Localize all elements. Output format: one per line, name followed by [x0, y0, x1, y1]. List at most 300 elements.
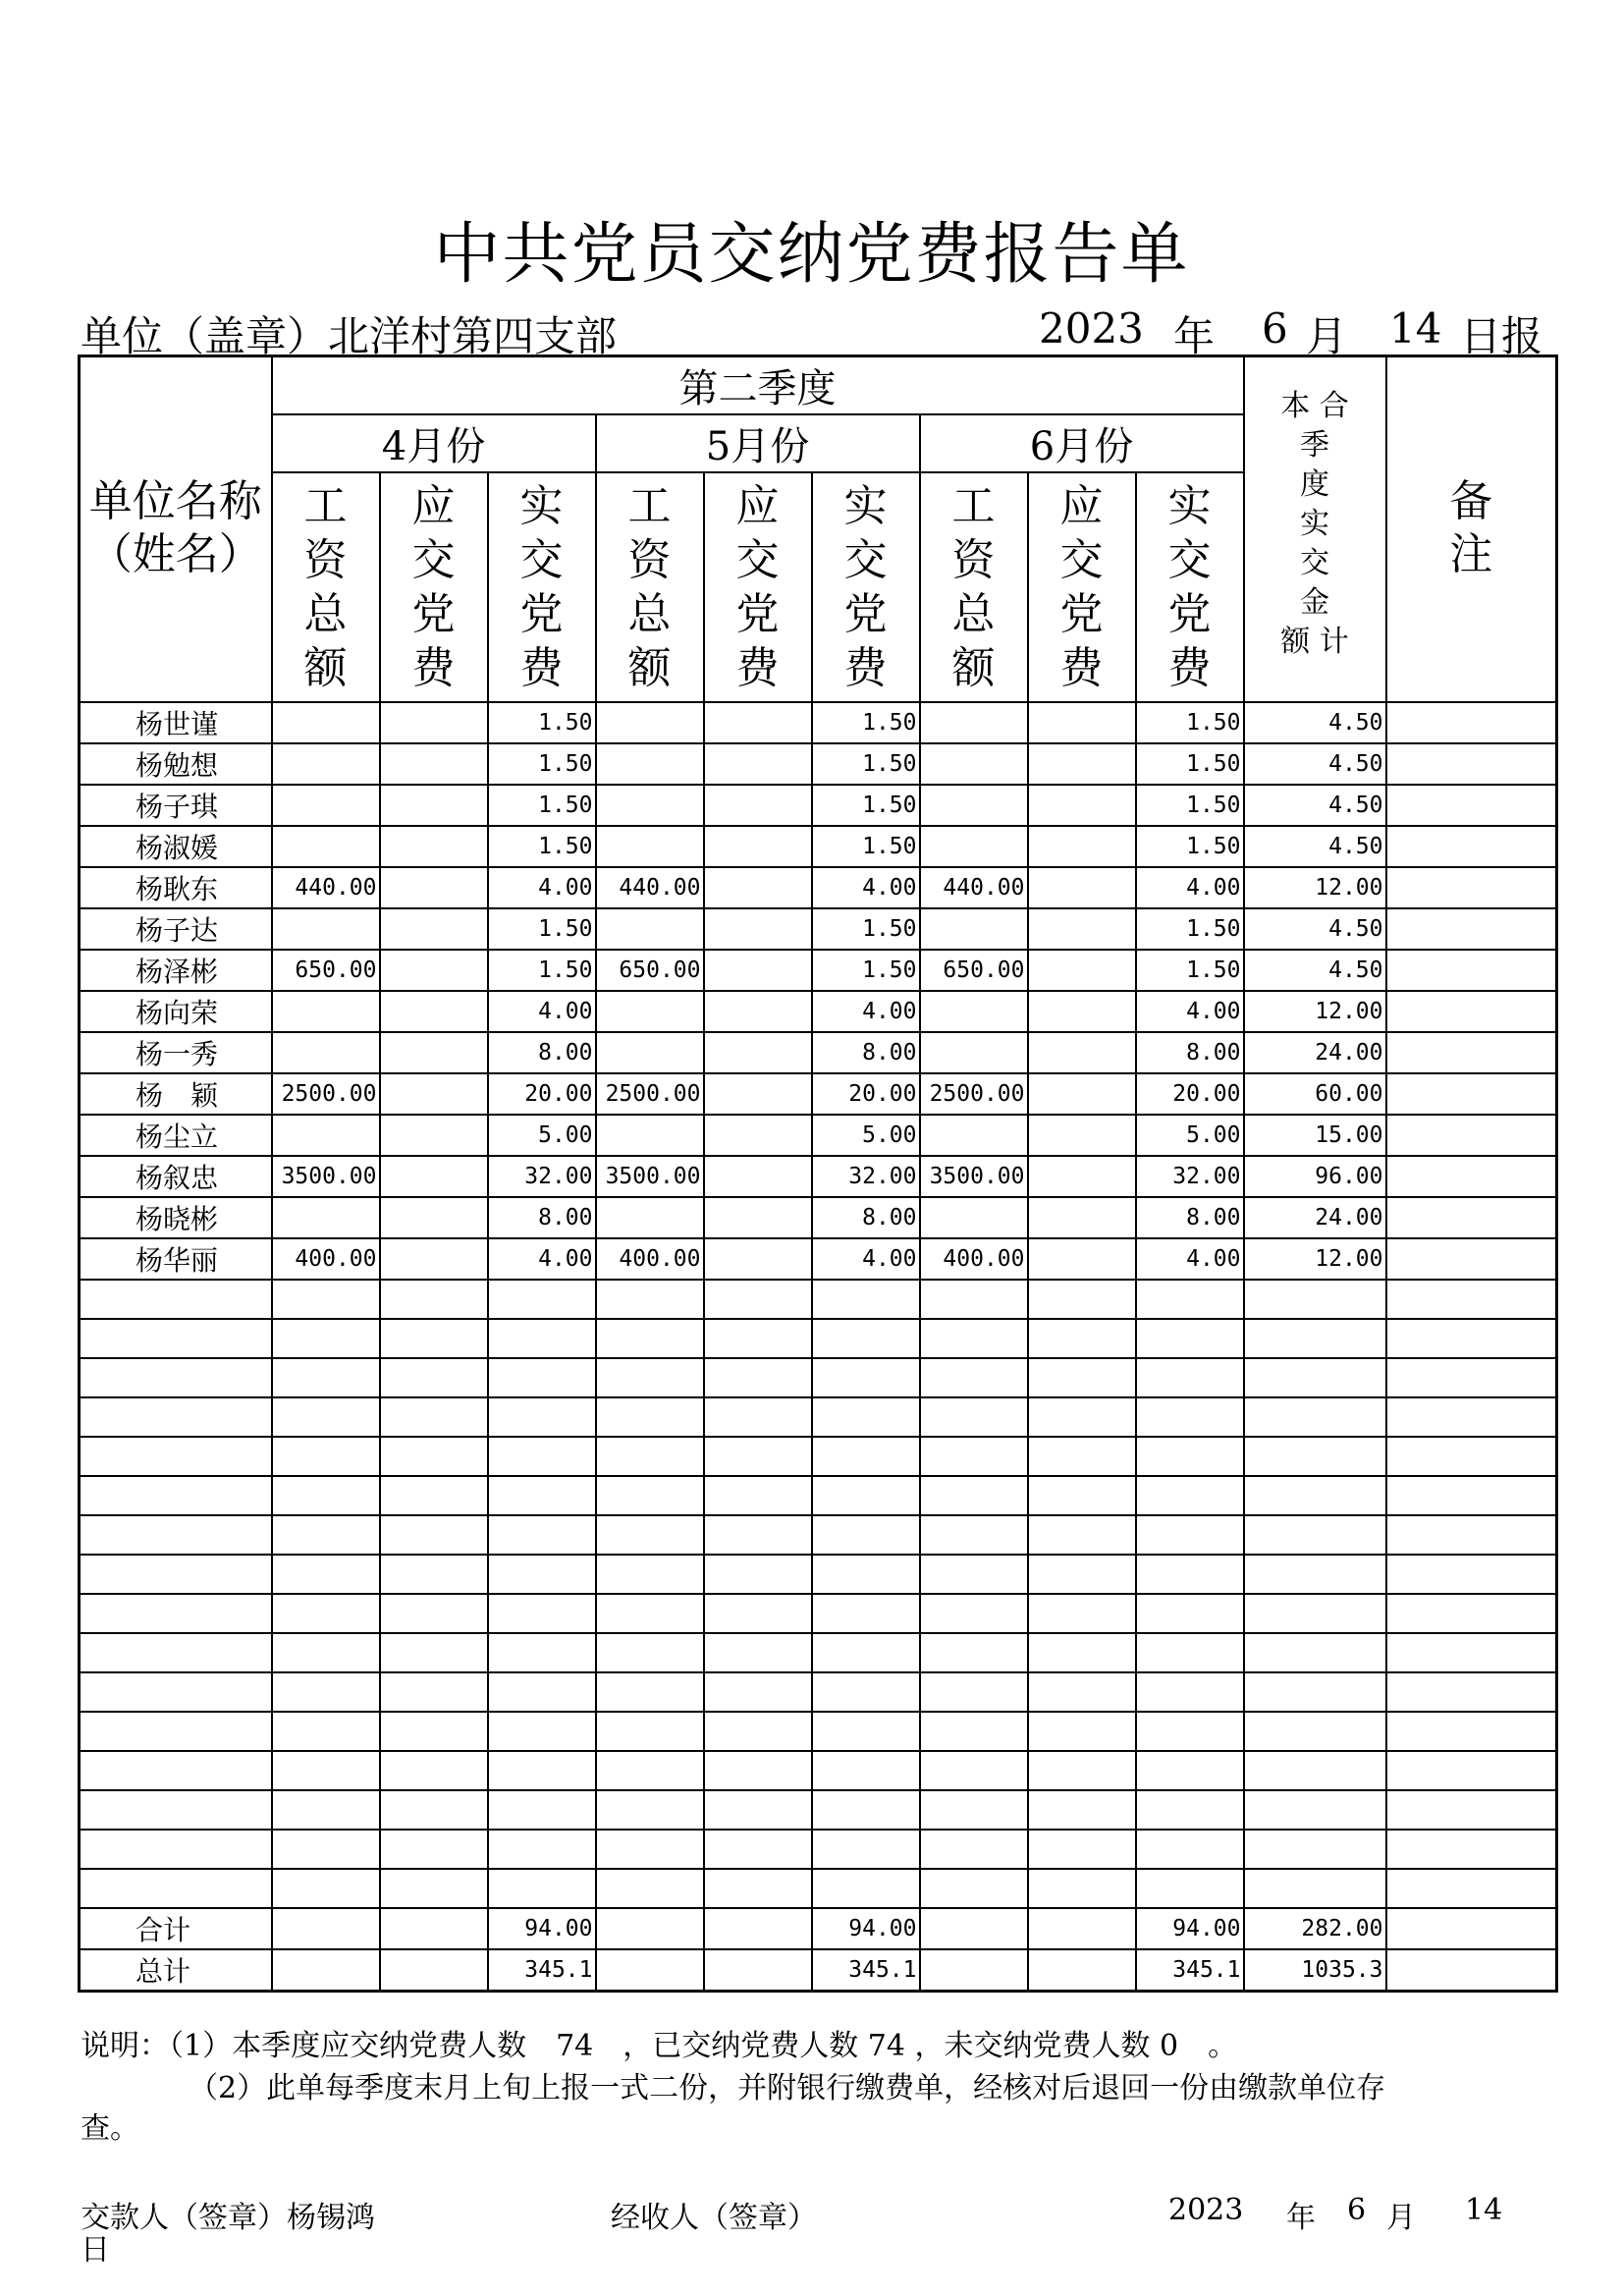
cell-apr-paid — [488, 1751, 596, 1790]
table-row — [80, 1515, 1557, 1555]
remarks-header-text: 备 注 — [1449, 476, 1493, 579]
cell-may-paid: 1.50 — [812, 908, 920, 950]
cell-jun-salary — [920, 1555, 1028, 1594]
cell-jun-payable — [1028, 1115, 1136, 1156]
cell-jun-payable — [1028, 1672, 1136, 1712]
cell-apr-paid — [488, 1594, 596, 1633]
cell-apr-salary — [272, 1397, 380, 1437]
cell-quarter-total: 12.00 — [1244, 991, 1386, 1032]
cell-quarter-total — [1244, 1751, 1386, 1790]
cell-remarks — [1386, 1594, 1557, 1633]
cell-apr-payable — [380, 991, 488, 1032]
cell-jun-payable — [1028, 1032, 1136, 1073]
cell-jun-salary — [920, 1908, 1028, 1949]
cell-remarks — [1386, 991, 1557, 1032]
member-name — [80, 1830, 272, 1869]
cell-remarks — [1386, 1712, 1557, 1751]
cell-jun-payable — [1028, 908, 1136, 950]
cell-jun-paid — [1136, 1358, 1244, 1397]
cell-jun-paid — [1136, 1555, 1244, 1594]
cell-jun-payable — [1028, 1869, 1136, 1908]
cell-jun-payable — [1028, 743, 1136, 785]
cell-jun-paid — [1136, 1437, 1244, 1476]
cell-may-salary — [596, 1358, 704, 1397]
table-row — [80, 1751, 1557, 1790]
cell-remarks — [1386, 1437, 1557, 1476]
cell-may-salary: 3500.00 — [596, 1156, 704, 1197]
cell-may-salary — [596, 826, 704, 867]
cell-quarter-total: 24.00 — [1244, 1197, 1386, 1238]
table-row — [80, 1073, 1557, 1115]
cell-may-payable — [704, 743, 812, 785]
cell-apr-paid: 1.50 — [488, 950, 596, 991]
cell-apr-salary: 3500.00 — [272, 1156, 380, 1197]
cell-jun-salary — [920, 1476, 1028, 1515]
cell-apr-payable — [380, 785, 488, 826]
payer-signature: 交款人（签章）杨锡鸿 — [81, 2201, 375, 2235]
cell-may-salary — [596, 1594, 704, 1633]
cell-may-paid: 1.50 — [812, 785, 920, 826]
cell-may-paid: 20.00 — [812, 1073, 920, 1115]
cell-may-salary — [596, 1197, 704, 1238]
cell-jun-paid — [1136, 1830, 1244, 1869]
cell-may-salary — [596, 1869, 704, 1908]
member-name — [80, 1437, 272, 1476]
cell-quarter-total: 12.00 — [1244, 867, 1386, 908]
member-name: 杨子达 — [80, 908, 272, 950]
cell-apr-salary: 2500.00 — [272, 1073, 380, 1115]
cell-jun-salary — [920, 1437, 1028, 1476]
member-name: 杨世谨 — [80, 702, 272, 743]
cell-apr-paid — [488, 1515, 596, 1555]
member-name — [80, 1672, 272, 1712]
cell-quarter-total — [1244, 1555, 1386, 1594]
cell-apr-payable — [380, 1238, 488, 1280]
cell-remarks — [1386, 1032, 1557, 1073]
cell-remarks — [1386, 1115, 1557, 1156]
table-row — [80, 1672, 1557, 1712]
cell-apr-paid: 8.00 — [488, 1197, 596, 1238]
cell-may-payable — [704, 1672, 812, 1712]
cell-apr-salary: 650.00 — [272, 950, 380, 991]
cell-quarter-total — [1244, 1319, 1386, 1358]
cell-apr-payable — [380, 1032, 488, 1073]
member-name: 杨耿东 — [80, 867, 272, 908]
cell-may-payable — [704, 908, 812, 950]
cell-may-payable — [704, 1949, 812, 1992]
cell-jun-paid: 32.00 — [1136, 1156, 1244, 1197]
cell-remarks — [1386, 1358, 1557, 1397]
cell-quarter-total: 24.00 — [1244, 1032, 1386, 1073]
cell-may-payable — [704, 1515, 812, 1555]
cell-apr-paid — [488, 1358, 596, 1397]
member-name: 杨向荣 — [80, 991, 272, 1032]
cell-apr-paid — [488, 1830, 596, 1869]
cell-may-salary — [596, 1633, 704, 1672]
col-header-may-dues-payable: 应 交 党 费 — [704, 472, 812, 702]
cell-may-payable — [704, 1594, 812, 1633]
member-name — [80, 1790, 272, 1830]
cell-may-paid — [812, 1790, 920, 1830]
cell-jun-paid — [1136, 1790, 1244, 1830]
cell-may-payable — [704, 1197, 812, 1238]
table-row — [80, 1358, 1557, 1397]
table-row — [80, 1555, 1557, 1594]
cell-apr-paid: 345.1 — [488, 1949, 596, 1992]
cell-jun-paid — [1136, 1751, 1244, 1790]
cell-jun-salary: 3500.00 — [920, 1156, 1028, 1197]
cell-remarks — [1386, 1555, 1557, 1594]
cell-may-salary — [596, 991, 704, 1032]
table-row — [80, 1476, 1557, 1515]
table-row — [80, 1156, 1557, 1197]
cell-may-paid — [812, 1594, 920, 1633]
cell-apr-salary — [272, 702, 380, 743]
cell-remarks — [1386, 867, 1557, 908]
cell-may-salary — [596, 743, 704, 785]
cell-jun-payable — [1028, 1555, 1136, 1594]
cell-remarks — [1386, 1751, 1557, 1790]
col-header-june-dues-payable: 应 交 党 费 — [1028, 472, 1136, 702]
cell-may-payable — [704, 1238, 812, 1280]
cell-jun-salary — [920, 743, 1028, 785]
dues-table — [78, 355, 1558, 1993]
cell-apr-payable — [380, 1712, 488, 1751]
member-name — [80, 1633, 272, 1672]
cell-apr-payable — [380, 1869, 488, 1908]
cell-may-salary — [596, 1476, 704, 1515]
cell-apr-paid: 32.00 — [488, 1156, 596, 1197]
cell-apr-paid — [488, 1712, 596, 1751]
cell-jun-paid — [1136, 1515, 1244, 1555]
name-header-line1: 单位名称 — [88, 476, 262, 526]
cell-may-paid — [812, 1712, 920, 1751]
cell-may-paid: 1.50 — [812, 743, 920, 785]
quarter-total-header — [1244, 356, 1386, 703]
cell-jun-salary — [920, 1869, 1028, 1908]
cell-apr-payable — [380, 1476, 488, 1515]
name-header — [80, 356, 272, 703]
cell-quarter-total: 4.50 — [1244, 743, 1386, 785]
member-name: 杨勉想 — [80, 743, 272, 785]
cell-apr-salary — [272, 1280, 380, 1319]
cell-jun-payable — [1028, 950, 1136, 991]
cell-quarter-total: 4.50 — [1244, 785, 1386, 826]
cell-apr-salary — [272, 826, 380, 867]
cell-jun-payable — [1028, 785, 1136, 826]
cell-quarter-total — [1244, 1869, 1386, 1908]
cell-may-paid: 4.00 — [812, 991, 920, 1032]
cell-quarter-total: 60.00 — [1244, 1073, 1386, 1115]
cell-jun-payable — [1028, 826, 1136, 867]
table-row — [80, 1197, 1557, 1238]
cell-quarter-total — [1244, 1437, 1386, 1476]
table-row — [80, 950, 1557, 991]
table-row — [80, 785, 1557, 826]
cell-quarter-total — [1244, 1790, 1386, 1830]
cell-apr-paid: 1.50 — [488, 826, 596, 867]
cell-jun-payable — [1028, 1594, 1136, 1633]
member-name: 杨叙忠 — [80, 1156, 272, 1197]
cell-may-salary: 440.00 — [596, 867, 704, 908]
unit-label: 单位（盖章）北洋村第四支部 — [81, 312, 618, 360]
cell-apr-payable — [380, 1908, 488, 1949]
cell-apr-salary — [272, 1032, 380, 1073]
cell-may-salary — [596, 1712, 704, 1751]
cell-remarks — [1386, 1238, 1557, 1280]
member-name — [80, 1751, 272, 1790]
table-row — [80, 867, 1557, 908]
cell-remarks — [1386, 1197, 1557, 1238]
cell-jun-payable — [1028, 1908, 1136, 1949]
cell-apr-salary: 440.00 — [272, 867, 380, 908]
cell-may-paid: 8.00 — [812, 1032, 920, 1073]
cell-remarks — [1386, 1790, 1557, 1830]
cell-may-salary — [596, 1280, 704, 1319]
col-header-april-dues-payable: 应 交 党 费 — [380, 472, 488, 702]
cell-jun-paid: 4.00 — [1136, 1238, 1244, 1280]
cell-remarks — [1386, 1672, 1557, 1712]
cell-jun-salary — [920, 1594, 1028, 1633]
quarter-total-header-text: 本 合 季 度 实 交 金 额 计 — [1280, 389, 1349, 659]
cell-may-paid — [812, 1869, 920, 1908]
table-row — [80, 1280, 1557, 1319]
cell-may-payable — [704, 1633, 812, 1672]
cell-apr-paid: 8.00 — [488, 1032, 596, 1073]
cell-may-payable — [704, 950, 812, 991]
cell-may-paid: 1.50 — [812, 702, 920, 743]
cell-jun-salary — [920, 1197, 1028, 1238]
cell-remarks — [1386, 1156, 1557, 1197]
cell-jun-paid: 94.00 — [1136, 1908, 1244, 1949]
cell-apr-salary — [272, 1869, 380, 1908]
member-name: 杨淑媛 — [80, 826, 272, 867]
cell-apr-payable — [380, 1437, 488, 1476]
cell-apr-paid — [488, 1437, 596, 1476]
cell-may-salary — [596, 1790, 704, 1830]
cell-may-paid: 4.00 — [812, 1238, 920, 1280]
cell-apr-salary — [272, 1476, 380, 1515]
cell-apr-paid: 1.50 — [488, 908, 596, 950]
cell-apr-paid: 4.00 — [488, 1238, 596, 1280]
cell-remarks — [1386, 1073, 1557, 1115]
cell-apr-salary — [272, 1555, 380, 1594]
cell-quarter-total: 4.50 — [1244, 950, 1386, 991]
page-title: 中共党员交纳党费报告单 — [433, 216, 1190, 294]
cell-may-payable — [704, 1712, 812, 1751]
cell-jun-paid: 8.00 — [1136, 1197, 1244, 1238]
cell-jun-payable — [1028, 1437, 1136, 1476]
cell-remarks — [1386, 950, 1557, 991]
cell-jun-payable — [1028, 1949, 1136, 1992]
cell-jun-payable — [1028, 1156, 1136, 1197]
cell-may-salary — [596, 908, 704, 950]
cell-may-paid: 5.00 — [812, 1115, 920, 1156]
cell-may-payable — [704, 1073, 812, 1115]
cell-remarks — [1386, 1830, 1557, 1869]
cell-apr-payable — [380, 1073, 488, 1115]
col-header-april-dues-paid: 实 交 党 费 — [488, 472, 596, 702]
member-name — [80, 1476, 272, 1515]
remarks-header — [1386, 356, 1557, 703]
cell-may-paid — [812, 1358, 920, 1397]
cell-jun-paid: 4.00 — [1136, 867, 1244, 908]
footer-day-label: 日 — [81, 2233, 110, 2268]
report-day-label: 日报 — [1460, 312, 1543, 360]
cell-apr-paid: 4.00 — [488, 991, 596, 1032]
cell-may-payable — [704, 1397, 812, 1437]
cell-jun-salary — [920, 1830, 1028, 1869]
cell-jun-payable — [1028, 1280, 1136, 1319]
cell-apr-payable — [380, 743, 488, 785]
cell-remarks — [1386, 743, 1557, 785]
cell-apr-paid: 1.50 — [488, 702, 596, 743]
col-header-april-salary-total: 工 资 总 额 — [272, 472, 380, 702]
cell-may-paid — [812, 1437, 920, 1476]
cell-remarks — [1386, 702, 1557, 743]
cell-remarks — [1386, 1633, 1557, 1672]
cell-jun-salary — [920, 1949, 1028, 1992]
report-day: 14 — [1389, 304, 1442, 353]
cell-jun-paid: 345.1 — [1136, 1949, 1244, 1992]
cell-apr-salary — [272, 1358, 380, 1397]
table-row — [80, 1869, 1557, 1908]
member-name: 杨尘立 — [80, 1115, 272, 1156]
table-row — [80, 1238, 1557, 1280]
cell-apr-payable — [380, 1555, 488, 1594]
cell-jun-salary — [920, 1751, 1028, 1790]
col-header-june-dues-paid: 实 交 党 费 — [1136, 472, 1244, 702]
month-header-june: 6月份 — [920, 414, 1244, 472]
cell-apr-payable — [380, 908, 488, 950]
member-name: 杨子琪 — [80, 785, 272, 826]
table-row — [80, 1712, 1557, 1751]
cell-apr-paid — [488, 1790, 596, 1830]
cell-apr-paid — [488, 1672, 596, 1712]
cell-apr-salary — [272, 1751, 380, 1790]
cell-jun-paid — [1136, 1476, 1244, 1515]
footer-year: 2023 — [1168, 2193, 1244, 2227]
cell-apr-paid: 94.00 — [488, 1908, 596, 1949]
cell-jun-salary — [920, 1672, 1028, 1712]
cell-may-salary — [596, 1319, 704, 1358]
cell-jun-salary — [920, 908, 1028, 950]
cell-jun-salary — [920, 1358, 1028, 1397]
cell-may-payable — [704, 991, 812, 1032]
cell-jun-payable — [1028, 1712, 1136, 1751]
cell-apr-paid: 4.00 — [488, 867, 596, 908]
cell-jun-paid — [1136, 1869, 1244, 1908]
cell-may-paid — [812, 1515, 920, 1555]
cell-apr-paid — [488, 1476, 596, 1515]
cell-may-salary — [596, 1555, 704, 1594]
cell-quarter-total: 282.00 — [1244, 1908, 1386, 1949]
member-name: 杨一秀 — [80, 1032, 272, 1073]
cell-jun-salary — [920, 702, 1028, 743]
cell-jun-payable — [1028, 1397, 1136, 1437]
cell-jun-payable — [1028, 1358, 1136, 1397]
month-header-may: 5月份 — [596, 414, 920, 472]
quarter-header: 第二季度 — [272, 356, 1244, 415]
cell-jun-paid: 20.00 — [1136, 1073, 1244, 1115]
cell-may-payable — [704, 1437, 812, 1476]
cell-may-salary — [596, 1397, 704, 1437]
cell-may-salary — [596, 1515, 704, 1555]
cell-quarter-total: 1035.3 — [1244, 1949, 1386, 1992]
cell-jun-paid: 1.50 — [1136, 826, 1244, 867]
member-name: 总计 — [80, 1949, 272, 1992]
cell-may-payable — [704, 1555, 812, 1594]
cell-remarks — [1386, 908, 1557, 950]
cell-jun-paid — [1136, 1712, 1244, 1751]
cell-jun-salary — [920, 1032, 1028, 1073]
cell-may-paid — [812, 1633, 920, 1672]
cell-may-paid: 8.00 — [812, 1197, 920, 1238]
cell-jun-paid: 5.00 — [1136, 1115, 1244, 1156]
col-header-may-salary-total: 工 资 总 额 — [596, 472, 704, 702]
cell-remarks — [1386, 1280, 1557, 1319]
cell-apr-paid — [488, 1319, 596, 1358]
member-name: 合计 — [80, 1908, 272, 1949]
member-name — [80, 1555, 272, 1594]
cell-may-payable — [704, 1869, 812, 1908]
cell-may-salary — [596, 785, 704, 826]
table-row — [80, 702, 1557, 743]
cell-jun-paid — [1136, 1633, 1244, 1672]
cell-jun-paid — [1136, 1319, 1244, 1358]
cell-apr-payable — [380, 1115, 488, 1156]
table-row — [80, 991, 1557, 1032]
cell-remarks — [1386, 1397, 1557, 1437]
cell-may-salary — [596, 1908, 704, 1949]
cell-may-payable — [704, 1830, 812, 1869]
cell-jun-paid — [1136, 1397, 1244, 1437]
cell-may-paid — [812, 1830, 920, 1869]
cell-may-salary — [596, 1949, 704, 1992]
cell-apr-salary — [272, 1319, 380, 1358]
cell-jun-salary — [920, 991, 1028, 1032]
cell-quarter-total: 96.00 — [1244, 1156, 1386, 1197]
cell-quarter-total: 15.00 — [1244, 1115, 1386, 1156]
cell-jun-payable — [1028, 702, 1136, 743]
table-row — [80, 908, 1557, 950]
cell-quarter-total — [1244, 1594, 1386, 1633]
cell-remarks — [1386, 1949, 1557, 1992]
cell-apr-payable — [380, 867, 488, 908]
cell-quarter-total — [1244, 1830, 1386, 1869]
cell-apr-payable — [380, 1319, 488, 1358]
col-header-june-salary-total: 工 资 总 额 — [920, 472, 1028, 702]
cell-jun-payable — [1028, 1790, 1136, 1830]
cell-may-salary: 400.00 — [596, 1238, 704, 1280]
cell-remarks — [1386, 1319, 1557, 1358]
cell-apr-payable — [380, 950, 488, 991]
cell-apr-paid: 20.00 — [488, 1073, 596, 1115]
cell-apr-salary — [272, 1633, 380, 1672]
cell-quarter-total — [1244, 1280, 1386, 1319]
cell-apr-salary — [272, 1908, 380, 1949]
cell-remarks — [1386, 826, 1557, 867]
member-name — [80, 1869, 272, 1908]
cell-jun-salary: 400.00 — [920, 1238, 1028, 1280]
cell-apr-salary — [272, 1197, 380, 1238]
cell-quarter-total: 4.50 — [1244, 826, 1386, 867]
cell-may-paid: 1.50 — [812, 950, 920, 991]
note-line-1: 说明：（1）本季度应交纳党费人数 74 ，已交纳党费人数 74 ，未交纳党费人数 0 。 — [81, 2029, 1238, 2063]
cell-remarks — [1386, 1515, 1557, 1555]
cell-may-paid — [812, 1280, 920, 1319]
note-line-2: （2）此单每季度末月上旬上报一式二份，并附银行缴费单，经核对后退回一份由缴款单位存 — [189, 2071, 1386, 2105]
